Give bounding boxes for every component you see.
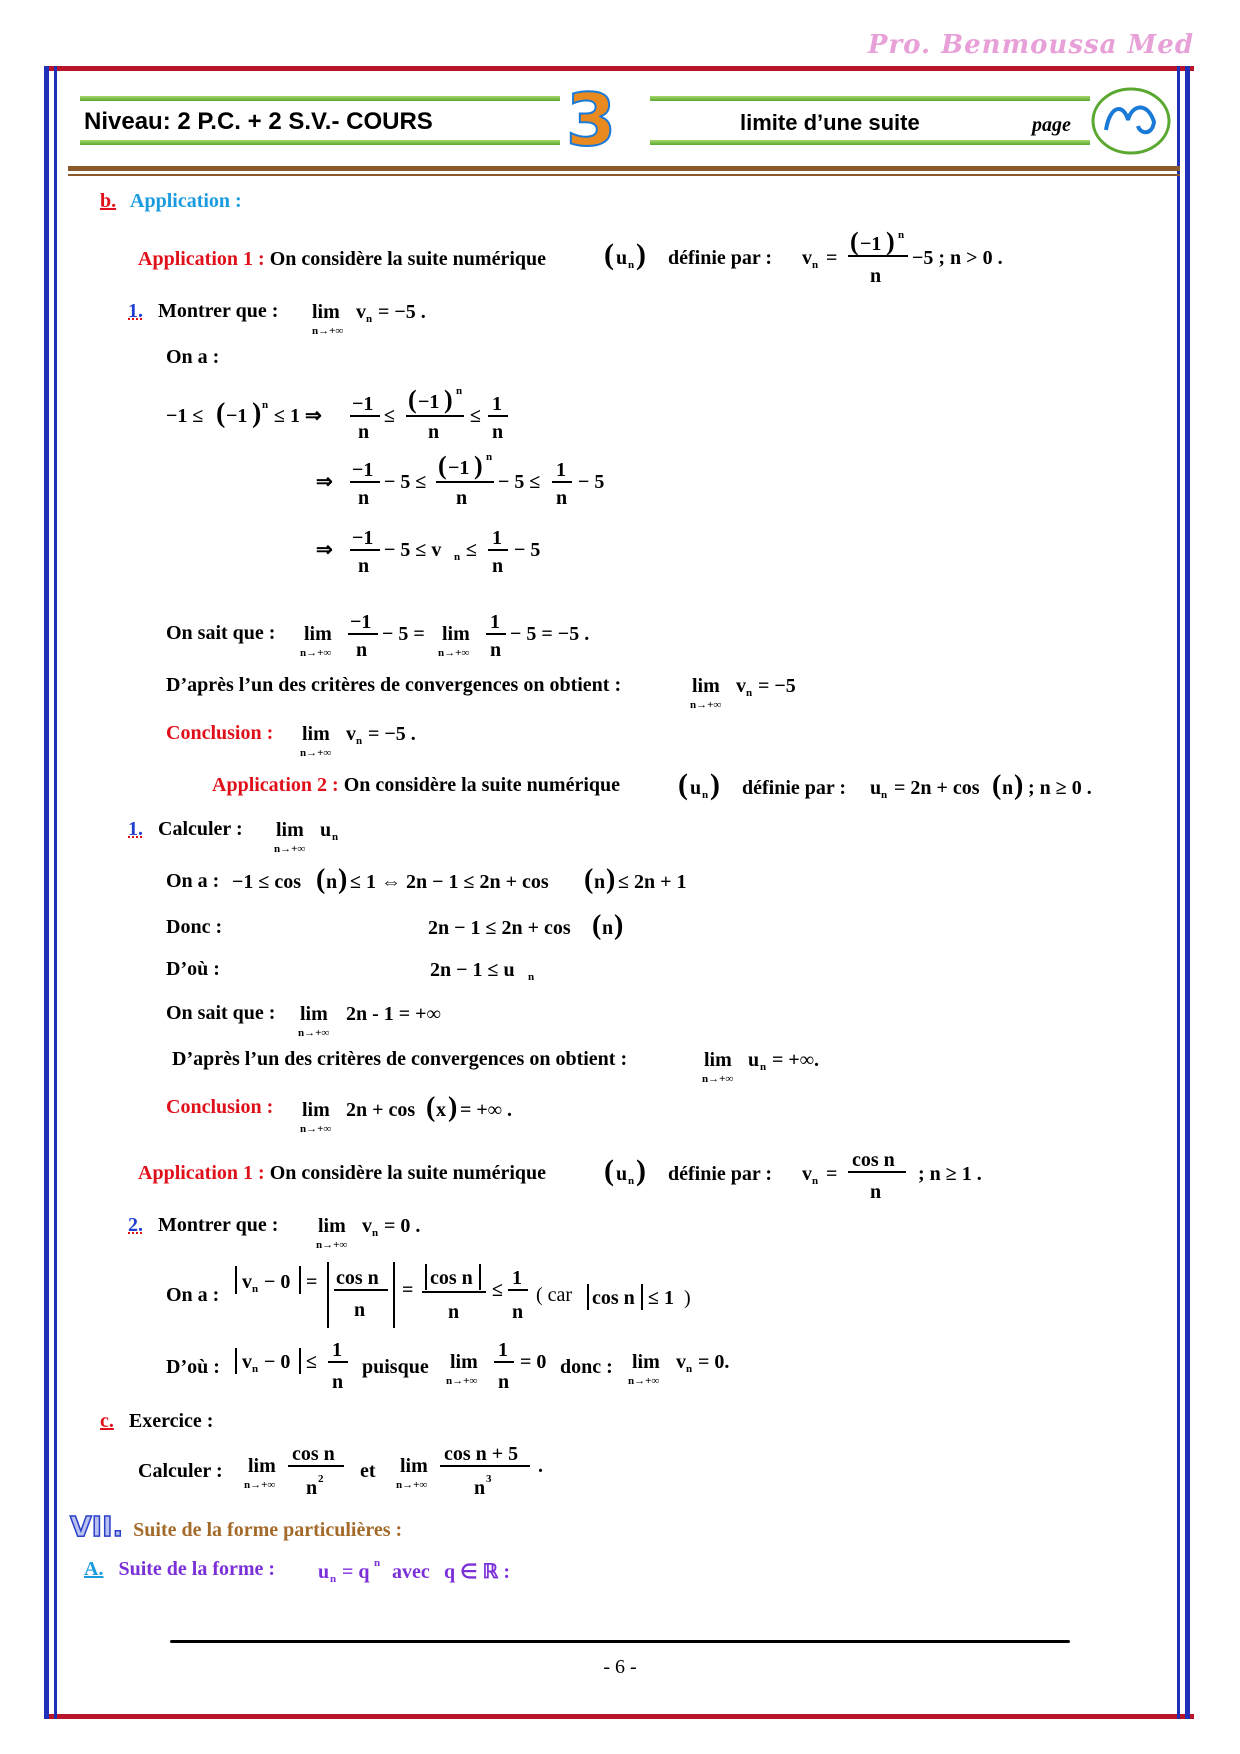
svg-text:− 5 =: − 5 = <box>382 623 425 645</box>
svg-text:=: = <box>402 1279 414 1301</box>
svg-text:): ) <box>684 1287 691 1309</box>
svg-text:n: n <box>332 1371 344 1393</box>
svg-text:(: ( <box>584 864 594 895</box>
course-level: Niveau: 2 P.C. + 2 S.V.- COURS <box>84 108 433 135</box>
app1-defined: définie par : <box>668 247 773 269</box>
svg-text:.: . <box>538 1455 543 1477</box>
svg-text:lim: lim <box>248 1455 276 1477</box>
svg-text:−1 ≤: −1 ≤ <box>166 405 204 427</box>
svg-text:n: n <box>602 917 614 939</box>
app2-dapres-formula <box>704 1044 864 1088</box>
app3-defined: définie par : <box>668 1163 773 1185</box>
svg-text:(: ( <box>604 1154 614 1187</box>
top-red-rule <box>44 66 1194 71</box>
right-border-inner <box>1177 66 1180 1719</box>
svg-text:n: n <box>628 1175 635 1187</box>
svg-text:(: ( <box>992 770 1002 801</box>
svg-text:2n - 1 = +∞: 2n - 1 = +∞ <box>346 1003 441 1025</box>
svg-text:n: n <box>898 229 905 241</box>
svg-text:; n ≥ 0 .: ; n ≥ 0 . <box>1028 777 1092 799</box>
svg-text:n: n <box>556 487 568 509</box>
app2-on-sait: On sait que : <box>166 1002 276 1024</box>
svg-text:(: ( <box>216 398 226 429</box>
svg-text:): ) <box>606 864 616 895</box>
exercise-limit-1 <box>244 1436 364 1504</box>
exercise-limit-2 <box>396 1436 556 1504</box>
svg-text:n→+∞: n→+∞ <box>628 1375 660 1387</box>
app3-on-a: On a : <box>166 1284 220 1306</box>
svg-text:≤: ≤ <box>384 405 395 427</box>
bottom-red-rule <box>44 1714 1194 1719</box>
app3-donc-formula <box>628 1346 758 1390</box>
svg-text:(: ( <box>850 227 859 256</box>
svg-text:−1: −1 <box>352 527 374 549</box>
page-number: - 6 - <box>603 1656 637 1678</box>
svg-text:lim: lim <box>704 1049 732 1071</box>
svg-text:n: n <box>812 259 819 271</box>
app1-q1-number: 1. <box>128 300 143 322</box>
svg-text:u: u <box>616 1163 628 1185</box>
svg-text:n: n <box>456 487 468 509</box>
svg-text:n→+∞: n→+∞ <box>446 1375 478 1387</box>
svg-text:− 5 ≤ v: − 5 ≤ v <box>384 539 442 561</box>
svg-text:2n + cos: 2n + cos <box>346 1099 416 1121</box>
left-border <box>44 66 49 1719</box>
svg-text:u: u <box>320 819 332 841</box>
app2-dou-formula <box>430 948 570 988</box>
svg-text:u: u <box>748 1049 760 1071</box>
svg-text:=: = <box>826 247 838 269</box>
svg-text:1: 1 <box>490 611 500 633</box>
svg-text:n→+∞: n→+∞ <box>300 647 332 659</box>
svg-text:= 0: = 0 <box>520 1351 547 1373</box>
svg-text:n: n <box>492 555 504 577</box>
svg-text:v: v <box>242 1351 252 1373</box>
svg-text:−1: −1 <box>860 233 882 255</box>
svg-text:(: ( <box>604 238 614 271</box>
exercise-calc: Calculer : <box>138 1460 223 1482</box>
app2-on-a-formula <box>232 858 752 898</box>
left-border-inner <box>54 66 57 1719</box>
svg-text:n: n <box>746 687 753 699</box>
svg-text:lim: lim <box>400 1455 428 1477</box>
svg-text:n: n <box>372 1227 379 1239</box>
svg-text:n: n <box>358 487 370 509</box>
section-A-heading <box>84 1558 275 1581</box>
svg-text:lim: lim <box>300 1003 328 1025</box>
svg-text:n: n <box>1002 777 1014 799</box>
q1-limit-formula <box>312 296 472 340</box>
svg-text:q ∈ ℝ :: q ∈ ℝ : <box>444 1561 511 1583</box>
app2-q1-formula <box>276 814 376 858</box>
svg-text:n: n <box>492 421 504 443</box>
svg-text:lim: lim <box>304 623 332 645</box>
svg-text:): ) <box>448 1092 458 1123</box>
svg-text:n: n <box>448 1301 460 1323</box>
app3-puisque: puisque <box>362 1356 429 1378</box>
section-VII-label: VII. <box>70 1510 124 1543</box>
svg-text:≤ 2n + 1: ≤ 2n + 1 <box>618 871 687 893</box>
svg-text:; n ≥ 1 .: ; n ≥ 1 . <box>918 1163 982 1185</box>
svg-text:n: n <box>356 735 363 747</box>
svg-text:v: v <box>242 1271 252 1293</box>
svg-text:(: ( <box>438 451 447 480</box>
app3-definition-formula <box>604 1144 1004 1210</box>
svg-text:n: n <box>374 1557 381 1569</box>
svg-text:n: n <box>252 1363 259 1375</box>
app2-on-a: On a : <box>166 870 220 892</box>
svg-text:n: n <box>252 1283 259 1295</box>
svg-text:n→+∞: n→+∞ <box>702 1073 734 1085</box>
svg-text:n: n <box>474 1477 486 1499</box>
svg-text:(: ( <box>592 910 602 941</box>
svg-text:v: v <box>736 675 746 697</box>
svg-text:n→+∞: n→+∞ <box>298 1027 330 1039</box>
section-VII-title: Suite de la forme particulières : <box>133 1519 403 1541</box>
svg-text:1: 1 <box>512 1267 522 1289</box>
svg-text:=: = <box>826 1163 838 1185</box>
svg-text:n→+∞: n→+∞ <box>300 1123 332 1135</box>
svg-text:⇒: ⇒ <box>316 471 333 493</box>
svg-text:− 0: − 0 <box>264 1271 291 1293</box>
app2-conclusion: Conclusion : <box>166 1096 274 1118</box>
svg-text:n: n <box>330 1573 337 1585</box>
svg-text:= −5: = −5 <box>758 675 796 697</box>
green-line-left-top <box>80 96 560 101</box>
author-name: Pro. Benmoussa Med <box>867 30 1194 60</box>
svg-text:cos n: cos n <box>336 1267 379 1289</box>
svg-text:n: n <box>628 259 635 271</box>
app2-donc: Donc : <box>166 916 223 938</box>
svg-text:n→+∞: n→+∞ <box>396 1479 428 1491</box>
svg-text:≤ 1: ≤ 1 <box>648 1287 674 1309</box>
svg-text:n→+∞: n→+∞ <box>244 1479 276 1491</box>
svg-text:): ) <box>636 238 646 271</box>
footer-line <box>170 1640 1070 1643</box>
svg-text:lim: lim <box>442 623 470 645</box>
svg-text:n: n <box>358 555 370 577</box>
exercise-et: et <box>360 1460 376 1482</box>
svg-text:v: v <box>676 1351 686 1373</box>
svg-text:n: n <box>686 1363 693 1375</box>
svg-text:≤: ≤ <box>470 405 481 427</box>
svg-text:n: n <box>594 871 606 893</box>
svg-text:u: u <box>616 247 628 269</box>
svg-text:= +∞ .: = +∞ . <box>460 1099 513 1121</box>
svg-text:−1: −1 <box>448 457 470 479</box>
section-A-text: Suite de la forme : <box>118 1558 276 1580</box>
svg-text:n: n <box>702 789 709 801</box>
svg-text:n: n <box>486 451 493 463</box>
app2-defined: définie par : <box>742 777 847 799</box>
svg-text:1: 1 <box>498 1339 508 1361</box>
app2-dapres: D’après l’un des critères de convergences on obtient : <box>172 1048 628 1070</box>
section-A-avec: avec <box>392 1561 430 1583</box>
svg-text:n→+∞: n→+∞ <box>312 325 344 337</box>
svg-text:−1 ≤ cos: −1 ≤ cos <box>232 871 302 893</box>
app3-q2-number: 2. <box>128 1214 143 1236</box>
section-A-formula <box>314 1548 534 1588</box>
svg-text:n: n <box>498 1371 510 1393</box>
app1-question-1 <box>128 300 278 323</box>
svg-text:cos n: cos n <box>852 1149 895 1171</box>
svg-text:cos n: cos n <box>292 1443 335 1465</box>
svg-text:n: n <box>490 639 502 661</box>
svg-text:n: n <box>881 789 888 801</box>
section-c-heading <box>100 1410 213 1433</box>
svg-text:− 0: − 0 <box>264 1351 291 1373</box>
svg-text:≤: ≤ <box>466 539 477 561</box>
app2-question-1 <box>128 818 243 841</box>
svg-text:− 5: − 5 <box>578 471 605 493</box>
app2-on-sait-formula <box>300 998 480 1042</box>
svg-text:2n − 1 ≤ u: 2n − 1 ≤ u <box>430 959 515 981</box>
app3-car-formula <box>586 1278 706 1314</box>
app3-q2-formula <box>318 1210 458 1254</box>
app1-conclusion-formula <box>302 718 462 762</box>
svg-text:n: n <box>332 831 339 843</box>
svg-text:lim: lim <box>312 301 340 323</box>
svg-text:v: v <box>362 1215 372 1237</box>
svg-text:(: ( <box>316 864 326 895</box>
brown-rule-1 <box>68 166 1180 171</box>
svg-text:): ) <box>444 385 453 414</box>
app2-q1-text: Calculer : <box>158 818 243 840</box>
svg-text:cos n: cos n <box>592 1287 635 1309</box>
svg-text:−1: −1 <box>350 611 372 633</box>
svg-text:): ) <box>1014 770 1024 801</box>
app2-label: Application 2 : <box>212 774 339 796</box>
svg-text:n: n <box>454 551 461 563</box>
svg-text:−1: −1 <box>418 391 440 413</box>
svg-text:−1: −1 <box>352 459 374 481</box>
app3-statement <box>138 1162 546 1185</box>
svg-text:− 5 ≤: − 5 ≤ <box>384 471 427 493</box>
app1-label: Application 1 : <box>138 248 265 270</box>
svg-text:lim: lim <box>318 1215 346 1237</box>
svg-text:v: v <box>346 723 356 745</box>
svg-text:≤ 1 ⇒: ≤ 1 ⇒ <box>274 405 322 427</box>
svg-text:n: n <box>870 1181 882 1203</box>
svg-text:lim: lim <box>302 723 330 745</box>
svg-text:u: u <box>690 777 702 799</box>
app2-statement <box>212 774 620 797</box>
app1-known-limit-formula <box>298 598 618 662</box>
svg-text:u: u <box>870 777 882 799</box>
app3-puisque-formula <box>446 1334 556 1398</box>
green-line-right-top <box>650 96 1090 101</box>
svg-text:n: n <box>428 421 440 443</box>
app3-label: Application 1 : <box>138 1162 265 1184</box>
svg-text:≤: ≤ <box>492 1279 503 1301</box>
app3-dou-formula <box>234 1334 358 1398</box>
svg-text:lim: lim <box>302 1099 330 1121</box>
svg-text:≤: ≤ <box>306 1351 317 1373</box>
app1-on-a: On a : <box>166 346 220 368</box>
section-c-label: c. <box>100 1410 114 1432</box>
app3-q2-text: Montrer que : <box>158 1214 279 1236</box>
app2-donc-formula <box>428 904 668 944</box>
svg-text:n: n <box>354 1299 366 1321</box>
svg-text:): ) <box>710 768 720 801</box>
app2-conclusion-formula <box>302 1086 562 1138</box>
svg-text:n: n <box>326 871 338 893</box>
svg-text:= +∞.: = +∞. <box>772 1049 820 1071</box>
svg-text:3: 3 <box>486 1473 492 1485</box>
page-logo-icon <box>1090 86 1172 156</box>
app3-car: ( car <box>536 1284 573 1306</box>
app3-donc: donc : <box>560 1356 613 1378</box>
green-line-left-bottom <box>80 140 560 145</box>
app1-text: On considère la suite numérique <box>269 248 546 270</box>
svg-text:1: 1 <box>556 459 566 481</box>
svg-text:v: v <box>356 301 366 323</box>
app1-conclusion: Conclusion : <box>166 722 274 744</box>
brown-rule-2 <box>68 174 1180 176</box>
svg-text:n: n <box>356 639 368 661</box>
section-b-label: b. <box>100 190 117 212</box>
app3-text: On considère la suite numérique <box>269 1162 546 1184</box>
app1-inequality-derivation <box>166 378 686 578</box>
app1-q1-text: Montrer que : <box>158 300 279 322</box>
svg-text:u: u <box>318 1561 330 1583</box>
svg-text:= 0 .: = 0 . <box>384 1215 421 1237</box>
svg-text:1: 1 <box>492 527 502 549</box>
svg-text:cos n: cos n <box>430 1267 473 1289</box>
svg-text:): ) <box>614 910 624 941</box>
svg-text:− 5: − 5 <box>514 539 541 561</box>
svg-text:): ) <box>338 864 348 895</box>
svg-text:(: ( <box>426 1092 436 1123</box>
section-c-title: Exercice : <box>128 1410 214 1432</box>
svg-text:n: n <box>306 1477 318 1499</box>
svg-text:n: n <box>812 1175 819 1187</box>
svg-text:): ) <box>252 398 262 429</box>
green-line-right-bottom <box>650 140 1090 145</box>
svg-text:): ) <box>636 1154 646 1187</box>
page-label: page <box>1032 114 1071 136</box>
app1-dapres: D’après l’un des critères de convergences on obtient : <box>166 674 622 696</box>
svg-text:n: n <box>512 1301 524 1323</box>
app1-on-sait: On sait que : <box>166 622 276 644</box>
section-VII-heading <box>70 1510 402 1543</box>
topic-title: limite d’une suite <box>740 110 920 135</box>
section-b-heading <box>100 190 242 213</box>
svg-text:2n − 1 ≤ 2n + cos: 2n − 1 ≤ 2n + cos <box>428 917 571 939</box>
svg-text:n: n <box>528 971 535 983</box>
svg-text:−5 ; n > 0 .: −5 ; n > 0 . <box>912 247 1003 269</box>
app1-definition-formula <box>604 227 1054 298</box>
app3-question-2 <box>128 1214 278 1237</box>
svg-text:lim: lim <box>632 1351 660 1373</box>
svg-text:lim: lim <box>450 1351 478 1373</box>
svg-text:cos n + 5: cos n + 5 <box>444 1443 519 1465</box>
svg-text:−1: −1 <box>352 393 374 415</box>
svg-text:= −5 .: = −5 . <box>378 301 426 323</box>
svg-text:n: n <box>456 385 463 397</box>
section-A-label: A. <box>84 1558 104 1580</box>
svg-text:= 2n + cos: = 2n + cos <box>894 777 980 799</box>
svg-text:=: = <box>306 1271 318 1293</box>
svg-text:−1: −1 <box>226 405 248 427</box>
app3-dou: D’où : <box>166 1356 220 1378</box>
right-border <box>1185 66 1190 1719</box>
svg-text:≤ 1 ⇔ 2n − 1 ≤ 2n + cos: ≤ 1 ⇔ 2n − 1 ≤ 2n + cos <box>350 871 549 893</box>
svg-text:1: 1 <box>332 1339 342 1361</box>
app1-statement <box>138 248 546 271</box>
svg-text:− 5 ≤: − 5 ≤ <box>498 471 541 493</box>
svg-text:n→+∞: n→+∞ <box>438 647 470 659</box>
svg-text:): ) <box>886 227 895 256</box>
svg-text:n: n <box>870 265 882 287</box>
svg-text:v: v <box>802 1163 812 1185</box>
app1-dapres-formula <box>692 670 852 714</box>
app2-q1-number: 1. <box>128 818 143 840</box>
svg-text:n→+∞: n→+∞ <box>690 699 722 711</box>
svg-text:n→+∞: n→+∞ <box>300 747 332 759</box>
chapter-number-logo: 3 <box>566 78 617 162</box>
svg-text:v: v <box>802 247 812 269</box>
svg-text:= −5 .: = −5 . <box>368 723 416 745</box>
svg-text:x: x <box>436 1099 446 1121</box>
app2-dou: D’où : <box>166 958 220 980</box>
svg-text:n: n <box>366 313 373 325</box>
svg-text:): ) <box>474 451 483 480</box>
svg-text:n: n <box>760 1061 767 1073</box>
svg-text:n: n <box>262 399 269 411</box>
app2-definition-formula <box>678 766 1148 806</box>
svg-text:(: ( <box>678 768 688 801</box>
svg-text:= 0.: = 0. <box>698 1351 730 1373</box>
svg-text:1: 1 <box>492 393 502 415</box>
svg-text:= q: = q <box>342 1561 370 1583</box>
svg-text:⇒: ⇒ <box>316 539 333 561</box>
svg-text:lim: lim <box>276 819 304 841</box>
svg-text:n: n <box>358 421 370 443</box>
app2-text: On considère la suite numérique <box>343 774 620 796</box>
section-b-title: Application : <box>130 190 242 212</box>
svg-text:n→+∞: n→+∞ <box>316 1239 348 1251</box>
svg-text:lim: lim <box>692 675 720 697</box>
svg-text:(: ( <box>408 385 417 414</box>
svg-text:− 5 = −5 .: − 5 = −5 . <box>510 623 590 645</box>
app3-on-a-formula <box>234 1260 530 1332</box>
svg-text:n→+∞: n→+∞ <box>274 843 306 855</box>
svg-text:2: 2 <box>318 1473 324 1485</box>
